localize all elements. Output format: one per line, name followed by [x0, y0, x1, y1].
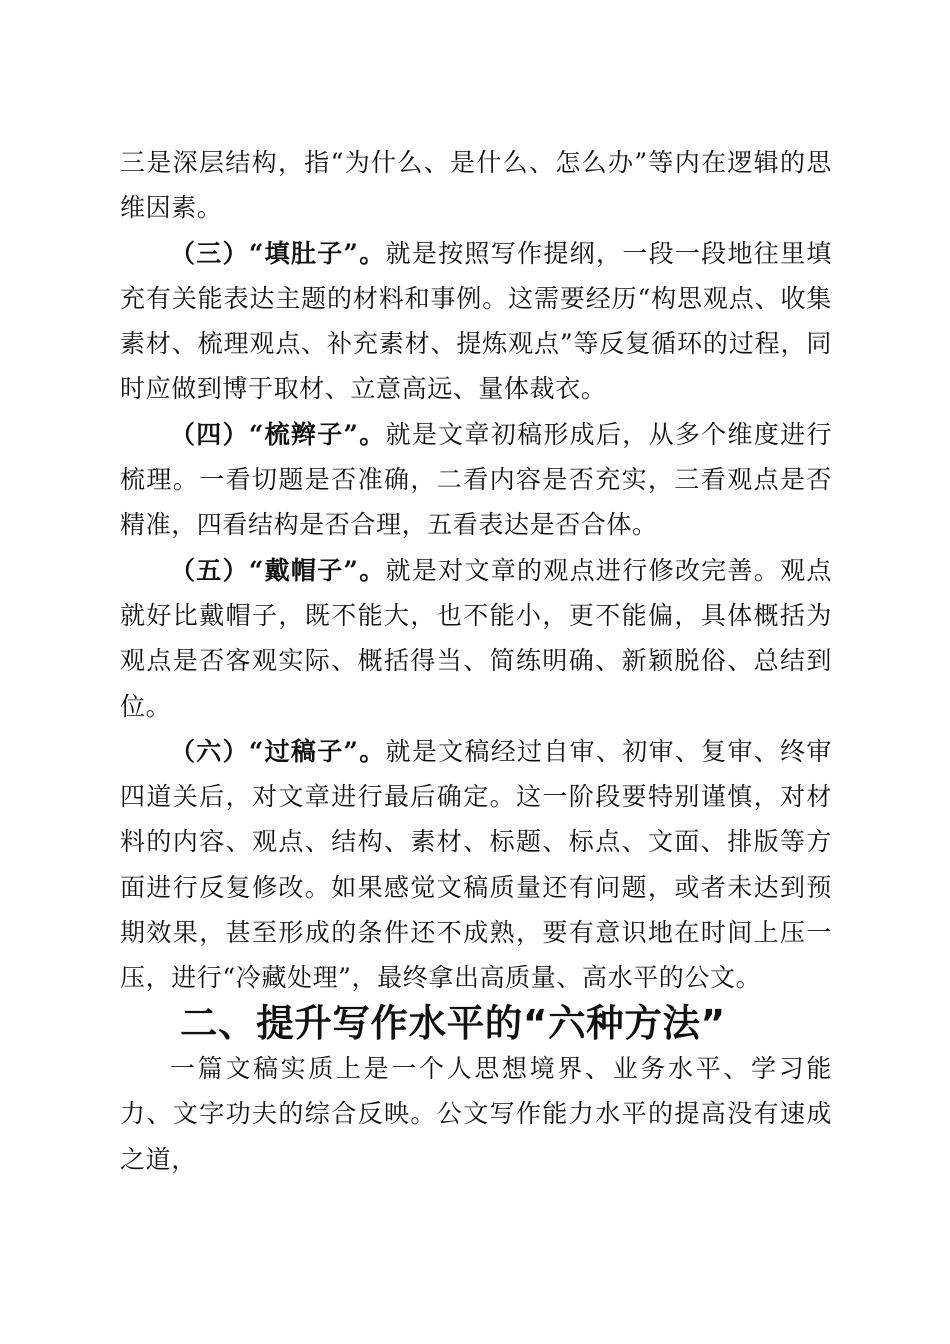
paragraph-lead: （四）“梳辫子”。 — [170, 419, 386, 449]
paragraph-closing — [120, 1046, 832, 1182]
paragraph-text: 就是按照写作提纲，一段一段地往里填充有关能表达主题的材料和事例。这需要经历“构思观点、收集素材、梳理观点、补充素材、提炼观点”等反复循环的过程，同时应做到博于取材、立意高远、量体裁衣。 — [120, 238, 832, 404]
paragraph-lead: （五）“戴帽子”。 — [170, 555, 386, 585]
document-body — [120, 140, 832, 1182]
section-heading: 二、提升写作水平的“六种方法” — [180, 1000, 726, 1045]
paragraph-text: 就是文稿经过自审、初审、复审、终审四道关后，对文章进行最后确定。这一阶段要特别谨慎，对材料的内容、观点、结构、素材、标题、标点、文面、排版等方面进行反复修改。如果感觉文稿质量还有问题，或者未达到预期效果，甚至形成的条件还不成熟，要有意识地在时间上压一压，进行“冷藏处理”，最终拿出高质量、高水平的公文。 — [120, 736, 832, 993]
paragraph-text: 就是文章初稿形成后，从多个维度进行梳理。一看切题是否准确，二看内容是否充实，三看观点是否精准，四看结构是否合理，五看表达是否合体。 — [120, 419, 832, 540]
paragraph-structure-continuation — [120, 140, 832, 231]
paragraph-final-review — [120, 729, 832, 1001]
paragraph-fill-content — [120, 231, 832, 412]
paragraph-lead: （六）“过稿子”。 — [170, 736, 386, 766]
paragraph-comb-review — [120, 412, 832, 548]
paragraph-text: 一篇文稿实质上是一个人思想境界、业务水平、学习能力、文字功夫的综合反映。公文写作能力水平的提高没有速成之道， — [120, 1053, 832, 1174]
paragraph-lead: （三）“填肚子”。 — [170, 238, 386, 268]
paragraph-text: 就是对文章的观点进行修改完善。观点就好比戴帽子，既不能大，也不能小，更不能偏，具体概括为观点是否客观实际、概括得当、简练明确、新颖脱俗、总结到位。 — [120, 555, 832, 721]
paragraph-refine-viewpoints — [120, 548, 832, 729]
paragraph-text: 三是深层结构，指“为什么、是什么、怎么办”等内在逻辑的思维因素。 — [120, 148, 832, 223]
